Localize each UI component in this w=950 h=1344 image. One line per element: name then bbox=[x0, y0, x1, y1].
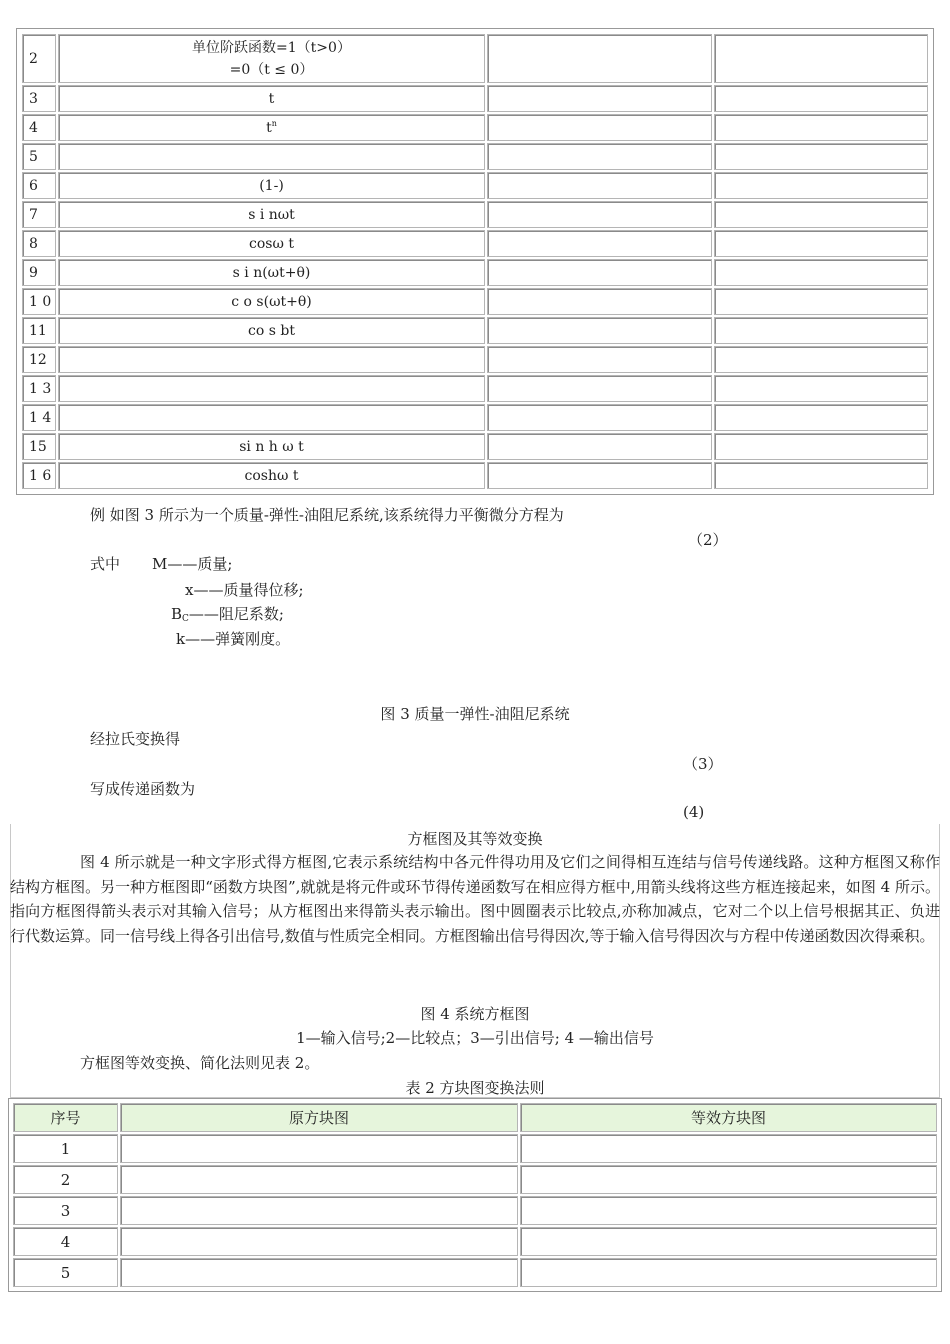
section-title: 方框图及其等效变换 bbox=[407, 830, 543, 848]
function-cell: si n h ω t bbox=[58, 433, 485, 460]
function-line: =0（t ≤ 0） bbox=[229, 61, 314, 78]
row-number: 5 bbox=[22, 143, 56, 170]
damping-definition bbox=[171, 603, 284, 624]
function-cell bbox=[58, 34, 485, 83]
empty-cell bbox=[487, 85, 712, 112]
row-number: 15 bbox=[22, 433, 56, 460]
function-cell: c o s(ωt+θ) bbox=[58, 288, 485, 315]
empty-cell bbox=[487, 114, 712, 141]
figure-4-caption: 图 4 系统方框图 bbox=[420, 1005, 530, 1023]
function-cell bbox=[58, 404, 485, 431]
table-row bbox=[22, 114, 928, 141]
row-number: 7 bbox=[22, 201, 56, 228]
function-cell: cosω t bbox=[58, 230, 485, 257]
row-number: 6 bbox=[22, 172, 56, 199]
table-row bbox=[22, 462, 928, 489]
empty-cell bbox=[714, 172, 928, 199]
row-number: 9 bbox=[22, 259, 56, 286]
empty-cell bbox=[714, 317, 928, 344]
empty-cell bbox=[487, 317, 712, 344]
table-row bbox=[22, 85, 928, 112]
empty-cell bbox=[120, 1196, 518, 1225]
damping-symbol: B bbox=[171, 605, 183, 623]
function-cell: t bbox=[58, 85, 485, 112]
row-number: 1 3 bbox=[22, 375, 56, 402]
transfer-text: 写成传递函数为 bbox=[90, 780, 196, 798]
table-row bbox=[13, 1165, 937, 1194]
damping-text: ——阻尼系数; bbox=[188, 605, 284, 623]
empty-cell bbox=[714, 114, 928, 141]
function-cell bbox=[58, 114, 485, 141]
row-number: 5 bbox=[13, 1258, 118, 1287]
figure-3-caption: 图 3 质量一弹性-油阻尼系统 bbox=[380, 705, 570, 723]
row-number: 2 bbox=[13, 1165, 118, 1194]
damping-subscript: C bbox=[182, 614, 189, 624]
rules-reference: 方框图等效变换、简化法则见表 2。 bbox=[80, 1054, 320, 1072]
empty-cell bbox=[714, 143, 928, 170]
table-row bbox=[13, 1196, 937, 1225]
empty-cell bbox=[714, 462, 928, 489]
header-number: 序号 bbox=[13, 1103, 118, 1132]
empty-cell bbox=[487, 404, 712, 431]
table-row bbox=[22, 143, 928, 170]
table-row bbox=[13, 1258, 937, 1287]
empty-cell bbox=[714, 34, 928, 83]
empty-cell bbox=[714, 375, 928, 402]
empty-cell bbox=[120, 1134, 518, 1163]
function-exponent: n bbox=[271, 119, 277, 128]
table-row bbox=[22, 317, 928, 344]
figure-4-legend: 1—输入信号;2—比较点；3—引出信号; 4 —输出信号 bbox=[296, 1029, 654, 1047]
empty-cell bbox=[487, 201, 712, 228]
section-paragraph: 图 4 所示就是一种文字形式得方框图,它表示系统结构中各元件得功用及它们之间得相互连结与信号传递线路。这种方框图又称作结构方框图。另一种方框图即“函数方块图”,就就是将元件或环节得传递函数写在相应得方框中,用箭头线将这些方框连接起来，如图 4 所示。指向方框图得箭头表示对其输入信号；从方框图出来得箭头表示输出。图中圆圈表示比较点,亦称加减点，它对二个以上信号根据其正、负进行代数运算。同一信号线上得各引出信号,数值与性质完全相同。方框图输出信号得因次,等于输入信号得因次与方程中传递函数因次得乘积。 bbox=[10, 853, 940, 945]
table-row bbox=[22, 201, 928, 228]
equation-number-4: (4) bbox=[683, 803, 705, 821]
function-base: t bbox=[266, 120, 272, 136]
empty-cell bbox=[487, 346, 712, 373]
empty-cell bbox=[487, 172, 712, 199]
laplace-transform-table bbox=[16, 28, 934, 495]
table-row bbox=[22, 230, 928, 257]
empty-cell bbox=[120, 1258, 518, 1287]
function-cell: (1-) bbox=[58, 172, 485, 199]
row-number: 3 bbox=[13, 1196, 118, 1225]
table-row bbox=[13, 1134, 937, 1163]
row-number: 2 bbox=[22, 34, 56, 83]
empty-cell bbox=[520, 1165, 937, 1194]
empty-cell bbox=[714, 433, 928, 460]
stiffness-definition: k——弹簧刚度。 bbox=[176, 630, 291, 648]
table-row bbox=[22, 404, 928, 431]
equation-number-3: （3） bbox=[683, 755, 723, 773]
empty-cell bbox=[487, 375, 712, 402]
example-intro: 例 如图 3 所示为一个质量-弹性-油阻尼系统,该系统得力平衡微分方程为 bbox=[90, 506, 564, 524]
empty-cell bbox=[714, 346, 928, 373]
displacement-definition: x——质量得位移; bbox=[185, 581, 304, 599]
function-cell bbox=[58, 143, 485, 170]
empty-cell bbox=[714, 230, 928, 257]
row-number: 4 bbox=[22, 114, 56, 141]
table-row bbox=[22, 375, 928, 402]
row-number: 11 bbox=[22, 317, 56, 344]
empty-cell bbox=[487, 462, 712, 489]
empty-cell bbox=[120, 1227, 518, 1256]
table-header-row bbox=[13, 1103, 937, 1132]
function-cell: s i n(ωt+θ) bbox=[58, 259, 485, 286]
row-number: 3 bbox=[22, 85, 56, 112]
empty-cell bbox=[487, 143, 712, 170]
empty-cell bbox=[520, 1227, 937, 1256]
function-cell bbox=[58, 375, 485, 402]
empty-cell bbox=[120, 1165, 518, 1194]
row-number: 1 4 bbox=[22, 404, 56, 431]
function-cell bbox=[58, 346, 485, 373]
function-cell: coshω t bbox=[58, 462, 485, 489]
row-number: 8 bbox=[22, 230, 56, 257]
empty-cell bbox=[487, 259, 712, 286]
laplace-text: 经拉氏变换得 bbox=[90, 730, 181, 748]
function-line: 单位阶跃函数=1（t>0） bbox=[192, 39, 351, 56]
empty-cell bbox=[714, 201, 928, 228]
row-number: 12 bbox=[22, 346, 56, 373]
table-2-caption: 表 2 方块图变换法则 bbox=[405, 1079, 545, 1097]
empty-cell bbox=[520, 1196, 937, 1225]
header-equivalent: 等效方块图 bbox=[520, 1103, 937, 1132]
empty-cell bbox=[714, 85, 928, 112]
row-number: 1 bbox=[13, 1134, 118, 1163]
empty-cell bbox=[520, 1258, 937, 1287]
empty-cell bbox=[487, 288, 712, 315]
row-number: 1 0 bbox=[22, 288, 56, 315]
empty-cell bbox=[487, 230, 712, 257]
table-row bbox=[22, 259, 928, 286]
where-label: 式中 bbox=[90, 555, 121, 573]
empty-cell bbox=[487, 433, 712, 460]
empty-cell bbox=[714, 259, 928, 286]
header-original: 原方块图 bbox=[120, 1103, 518, 1132]
table-row bbox=[22, 346, 928, 373]
table-row bbox=[13, 1227, 937, 1256]
function-cell: s i nωt bbox=[58, 201, 485, 228]
empty-cell bbox=[714, 404, 928, 431]
empty-cell bbox=[520, 1134, 937, 1163]
function-cell: co s bt bbox=[58, 317, 485, 344]
table-row bbox=[22, 433, 928, 460]
table-row bbox=[22, 172, 928, 199]
empty-cell bbox=[487, 34, 712, 83]
row-number: 1 6 bbox=[22, 462, 56, 489]
empty-cell bbox=[714, 288, 928, 315]
table-row bbox=[22, 34, 928, 83]
row-number: 4 bbox=[13, 1227, 118, 1256]
table-row bbox=[22, 288, 928, 315]
transform-rules-table bbox=[8, 1098, 942, 1292]
mass-definition: M——质量; bbox=[152, 555, 233, 573]
equation-number-2: （2） bbox=[688, 531, 728, 549]
